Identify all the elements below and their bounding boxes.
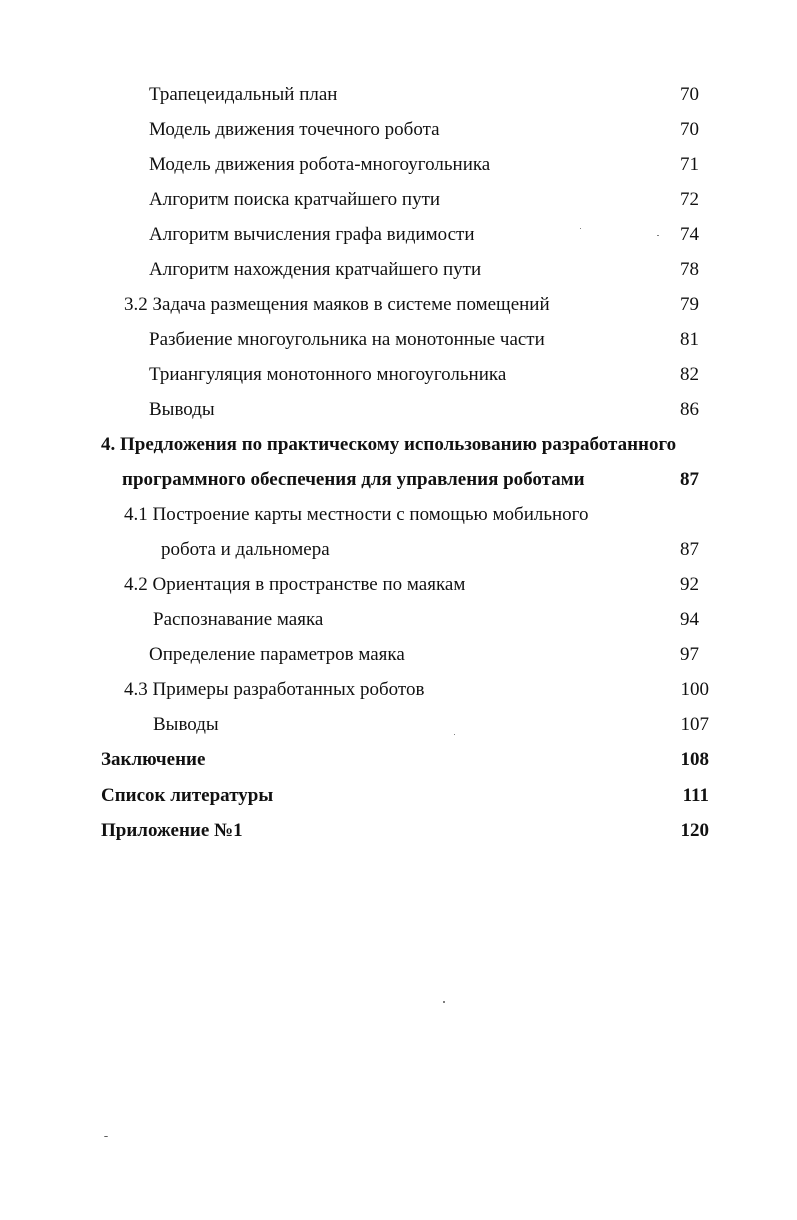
scan-speck — [657, 235, 659, 236]
toc-section-title: 4.3 Примеры разработанных роботов — [124, 679, 425, 700]
toc-entry-title: Модель движения робота-многоугольника — [149, 154, 491, 175]
toc-entry-page: 74 — [680, 224, 699, 245]
toc-entry-title: Выводы — [149, 399, 215, 420]
toc-entry-page: 120 — [680, 820, 709, 841]
toc-entry-page: 87 — [680, 469, 699, 490]
toc-entry-title: Алгоритм вычисления графа видимости — [149, 224, 475, 245]
toc-entry-page: 70 — [680, 119, 699, 140]
toc-entry-page: 78 — [680, 259, 699, 280]
toc-chapter-title-continued: программного обеспечения для управления роботами — [122, 469, 585, 490]
toc-entry-page: 72 — [680, 189, 699, 210]
scan-speck — [454, 734, 455, 735]
toc-entry-page: 111 — [682, 785, 709, 806]
toc-entry-title: Алгоритм поиска кратчайшего пути — [149, 189, 441, 210]
toc-entry-title: Распознавание маяка — [153, 609, 324, 630]
toc-chapter-title: Список литературы — [101, 785, 274, 806]
toc-section-title: 4.2 Ориентация в пространстве по маякам — [124, 574, 466, 595]
toc-entry-page: 108 — [680, 749, 709, 770]
toc-entry-title: Триангуляция монотонного многоугольника — [149, 364, 507, 385]
toc-entry-page: 71 — [680, 154, 699, 175]
toc-entry-title: Модель движения точечного робота — [149, 119, 440, 140]
toc-entry-page: 70 — [680, 84, 699, 105]
toc-entry-page: 107 — [680, 714, 709, 735]
toc-chapter-title: 4. Предложения по практическому использованию разработанного — [101, 434, 677, 455]
toc-entry-page: 81 — [680, 329, 699, 350]
toc-entry-title: Разбиение многоугольника на монотонные части — [149, 329, 545, 350]
toc-entry-page: 92 — [680, 574, 699, 595]
toc-entry-page: 94 — [680, 609, 699, 630]
toc-entry-page: 82 — [680, 364, 699, 385]
toc-section-title: 4.1 Построение карты местности с помощью мобильного — [124, 504, 589, 525]
toc-entry-page: 100 — [680, 679, 709, 700]
toc-entry-page: 97 — [680, 644, 699, 665]
toc-chapter-title: Заключение — [101, 749, 206, 770]
toc-section-title-continued: робота и дальномера — [161, 539, 330, 560]
toc-entry-page: 79 — [680, 294, 699, 315]
toc-entry-title: Трапецеидальный план — [149, 84, 338, 105]
toc-entry-title: Алгоритм нахождения кратчайшего пути — [149, 259, 482, 280]
scan-speck — [443, 1001, 445, 1003]
toc-chapter-title: Приложение №1 — [101, 820, 243, 841]
toc-entry-page: 86 — [680, 399, 699, 420]
toc-entry-title: Выводы — [153, 714, 219, 735]
toc-section-title: 3.2 Задача размещения маяков в системе помещений — [124, 294, 550, 315]
scan-speck — [104, 1136, 108, 1137]
toc-entry-page: 87 — [680, 539, 699, 560]
scan-speck — [580, 228, 581, 229]
toc-entry-title: Определение параметров маяка — [149, 644, 405, 665]
